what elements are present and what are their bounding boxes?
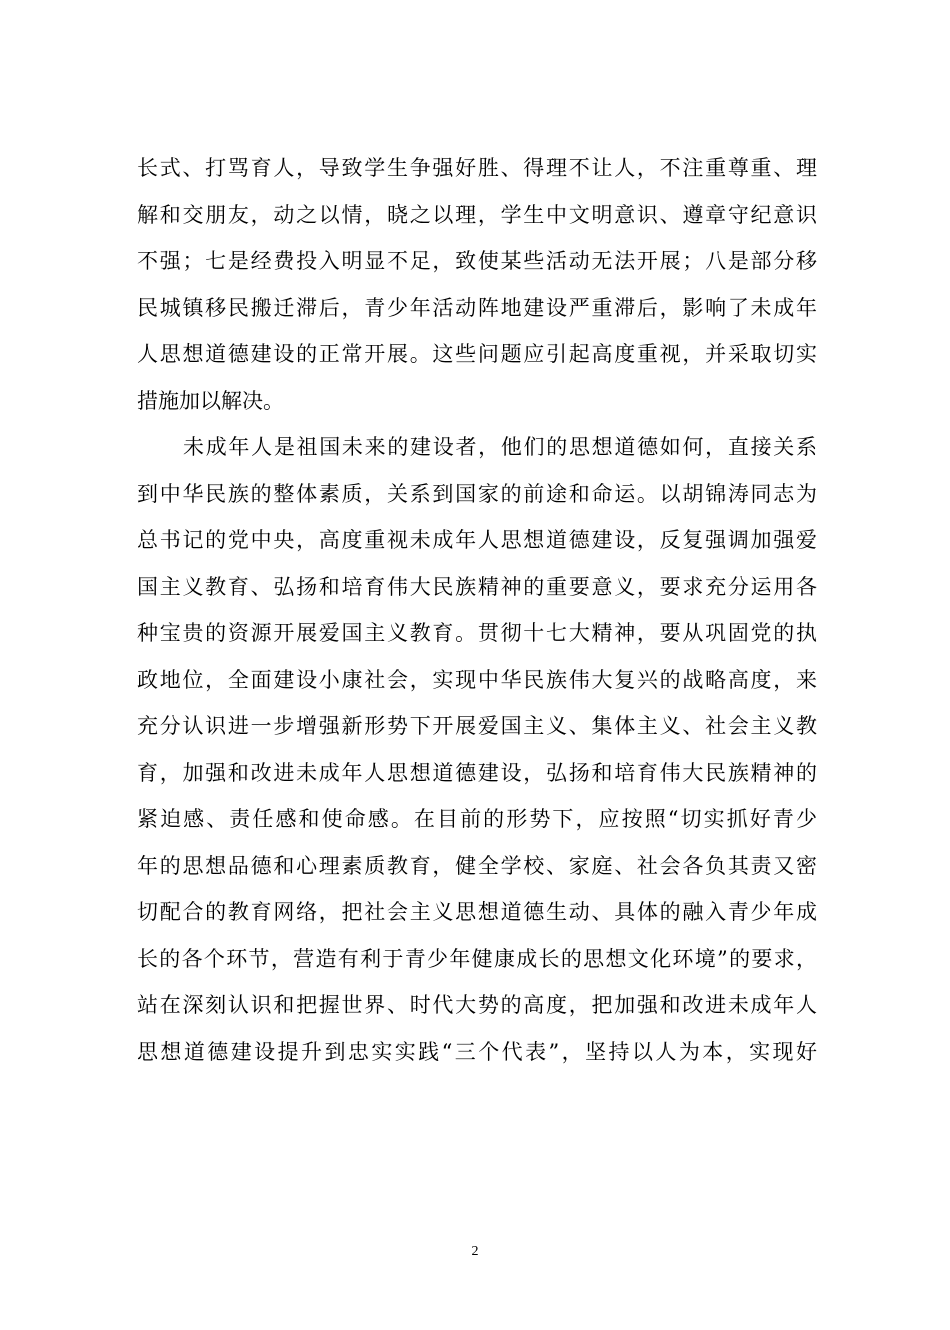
text-line: 措施加以解决。: [137, 388, 284, 413]
text-line: 紧迫感、责任感和使命感。在目前的形势下，应按照“切实抓好青少: [137, 807, 817, 831]
text-line: 育，加强和改进未成年人思想道德建设，弘扬和培育伟大民族精神的: [137, 760, 817, 785]
text-line: 长式、打骂育人，导致学生争强好胜、得理不让人，不注重尊重、理: [137, 156, 817, 180]
text-line: 充分认识进一步增强新形势下开展爱国主义、集体主义、社会主义教: [137, 714, 817, 738]
paragraph-1: [137, 145, 817, 424]
text-line: 种宝贵的资源开展爱国主义教育。贯彻十七大精神，要从巩固党的执: [137, 621, 817, 645]
text-line: 总书记的党中央，高度重视未成年人思想道德建设，反复强调加强爱: [137, 528, 817, 552]
text-line: 解和交朋友，动之以情，晓之以理，学生中文明意识、遵章守纪意识: [137, 202, 817, 227]
text-line: 人思想道德建设的正常开展。这些问题应引起高度重视，并采取切实: [137, 342, 817, 366]
body-text: [137, 145, 817, 1075]
text-line: 民城镇移民搬迁滞后，青少年活动阵地建设严重滞后，影响了未成年: [137, 295, 817, 320]
text-line: 年的思想品德和心理素质教育，健全学校、家庭、社会各负其责又密: [137, 853, 817, 878]
page-number: 2: [471, 1244, 479, 1259]
text-line: 未成年人是祖国未来的建设者，他们的思想道德如何，直接关系: [183, 435, 817, 459]
text-line: 切配合的教育网络，把社会主义思想道德生动、具体的融入青少年成: [137, 900, 817, 924]
text-line: 国主义教育、弘扬和培育伟大民族精神的重要意义，要求充分运用各: [137, 574, 817, 599]
text-line: 长的各个环节，营造有利于青少年健康成长的思想文化环境”的要求，: [137, 946, 817, 971]
text-line: 站在深刻认识和把握世界、时代大势的高度，把加强和改进未成年人: [137, 993, 817, 1017]
text-line: 政地位，全面建设小康社会，实现中华民族伟大复兴的战略高度，来: [137, 667, 817, 692]
text-line: 到中华民族的整体素质，关系到国家的前途和命运。以胡锦涛同志为: [137, 481, 817, 506]
paragraph-2: [137, 424, 817, 1075]
text-line: 思想道德建设提升到忠实实践“三个代表”，坚持以人为本，实现好: [137, 1039, 817, 1064]
text-line: 不强；七是经费投入明显不足，致使某些活动无法开展；八是部分移: [137, 249, 817, 273]
